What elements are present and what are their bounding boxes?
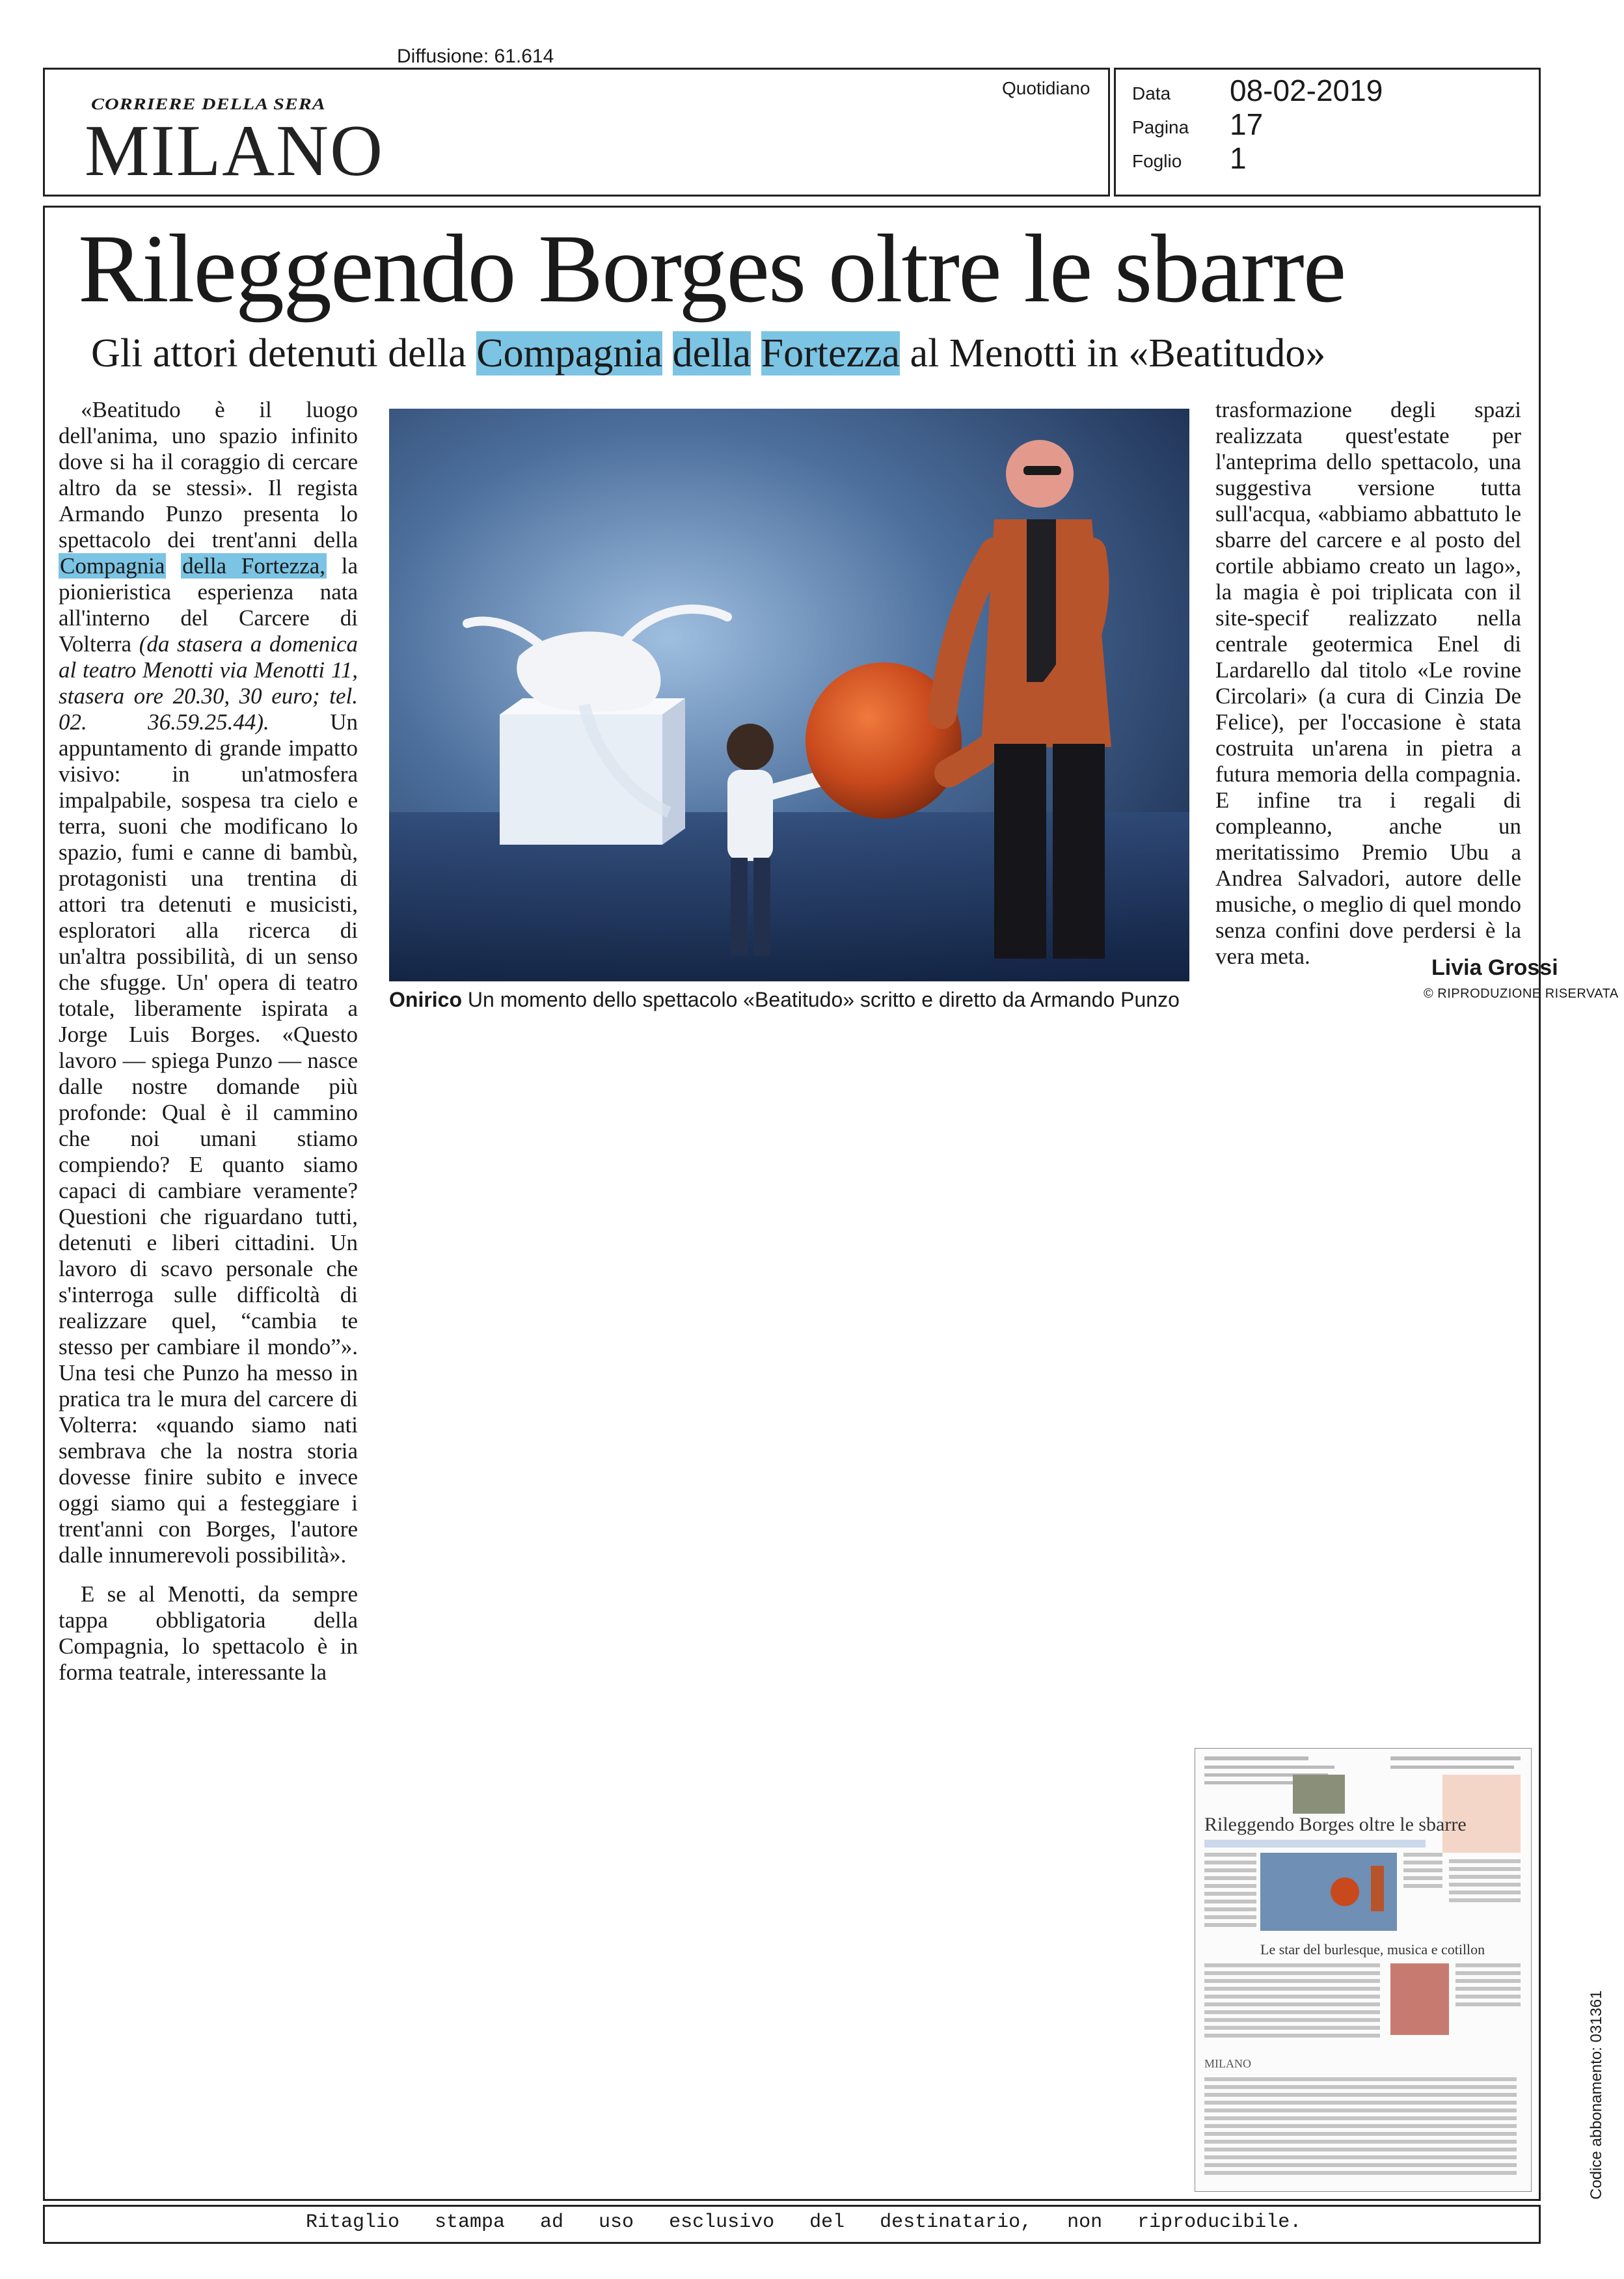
left-p1-highlight-fortezza: della Fortezza, (182, 553, 326, 579)
subhead-highlight-della: della (672, 331, 751, 375)
thumb-second-headline: Le star del burlesque, musica e cotillon (1260, 1941, 1485, 1958)
subscription-code: Codice abbonamento: 031361 (1588, 1990, 1605, 2200)
subhead-text-before: Gli attori detenuti della (91, 331, 467, 375)
left-p1-highlight-compagnia: Compagnia (60, 553, 165, 579)
caption-label: Onirico (389, 988, 463, 1011)
frequency-label: Quotidiano (1002, 78, 1090, 98)
article-photo (389, 409, 1189, 981)
photo-caption (389, 988, 1180, 1012)
meta-sheet-value: 1 (1230, 141, 1247, 175)
article-subhead (91, 333, 1325, 374)
left-p1-text-a: «Beatitudo è il luogo dell'anima, uno spazio infinito dove si ha il coraggio di cercare altro da se stessi». Il regista Armando Punzo presenta lo spettacolo dei trent'anni della (59, 397, 358, 553)
subhead-text-after: al Menotti in «Beatitudo» (910, 331, 1326, 375)
left-p1-event-info: (da stasera a domenica al teatro Menotti via Menotti 11, stasera ore 20.30, 30 euro; tel. 02. 36.59.25.44). (59, 631, 358, 735)
footer-notice: Ritaglio stampa ad uso esclusivo del destinatario, non riproducibile. (306, 2211, 1302, 2233)
left-p1-text-c: Un appuntamento di grande impatto visivo: in un'atmosfera impalpabile, sospesa tra cielo e terra, suoni che modificano lo spazio, fumi e canne di bambù, protagonisti una trentina di attori tra detenuti e musicisti, esploratori alla ricerca di un'altra possibilità, di un senso che sfugge. Un' opera di teatro totale, liberamente ispirata a Jorge Luis Borges. «Questo lavoro — spiega Punzo — nasce dalle nostre domande più profonde: Qual è il cammino che noi umani stiamo compiendo? E quanto siamo capaci di cambiare veramente? Questioni che riguardano tutti, detenuti e liberi cittadini. Un lavoro di scavo personale che s'interroga sulle difficoltà di realizzare quel, “cambia te stesso per cambiare il mondo”». Una tesi che Punzo ha messo in pratica tra le mura del carcere di Volterra: «quando siamo nati sembrava che la nostra storia dovesse finire subito e invece oggi siamo qui a festeggiare i trent'anni con Borges, l'autore dalle innumerevoli possibilità». (59, 709, 358, 1568)
copyright-notice: © RIPRODUZIONE RISERVATA (1424, 987, 1619, 1001)
paper-name: CORRIERE DELLA SERA (91, 95, 326, 114)
diffusione-label: Diffusione: 61.614 (397, 46, 554, 67)
article-author: Livia Grossi (1431, 955, 1558, 980)
article-headline: Rileggendo Borges oltre le sbarre (78, 215, 1346, 323)
left-p1-text-b: la pionieristica esperienza nata all'interno del Carcere di Volterra (59, 553, 358, 657)
meta-page-label: Pagina (1132, 117, 1189, 137)
page-thumbnail (1195, 1748, 1532, 2192)
left-paragraph-2: E se al Menotti, da sempre tappa obbligatoria della Compagnia, lo spettacolo è in forma teatrale, interessante la (59, 1581, 358, 1685)
thumb-headline: Rileggendo Borges oltre le sbarre (1204, 1814, 1467, 1835)
caption-text: Un momento dello spettacolo «Beatitudo» scritto e diretto da Armando Punzo (467, 988, 1180, 1011)
meta-date-value: 08-02-2019 (1230, 74, 1383, 107)
right-paragraph-1: trasformazione degli spazi realizzata quest'estate per l'anteprima dello spettacolo, una suggestiva versione tutta sull'acqua, «abbiamo abbattuto le sbarre del carcere e al posto del cortile abbiamo creato un lago», la magia è poi triplicata con il site-specif realizzato nella centrale geotermica Enel di Lardarello dal titolo «Le rovine Circolari» (a cura di Cinzia De Felice), per l'occasione è stata costruita un'arena in pietra a futura memoria della compagnia. E infine tra i regali di compleanno, anche un meritatissimo Premio Ubu a Andrea Salvadori, autore delle musiche, o meglio di quel mondo senza confini dove perdersi è la vera meta. (1215, 397, 1521, 969)
subhead-highlight-compagnia: Compagnia (476, 331, 663, 375)
article-column-right (1215, 397, 1521, 970)
meta-sheet-label: Foglio (1132, 151, 1182, 171)
subhead-highlight-fortezza: Fortezza (761, 331, 900, 375)
thumb-section: MILANO (1204, 2057, 1251, 2070)
article-column-left (59, 397, 358, 1685)
meta-date-label: Data (1132, 83, 1171, 103)
meta-page-value: 17 (1230, 107, 1264, 141)
left-paragraph-1 (59, 397, 358, 1568)
edition-title: MILANO (85, 111, 384, 191)
